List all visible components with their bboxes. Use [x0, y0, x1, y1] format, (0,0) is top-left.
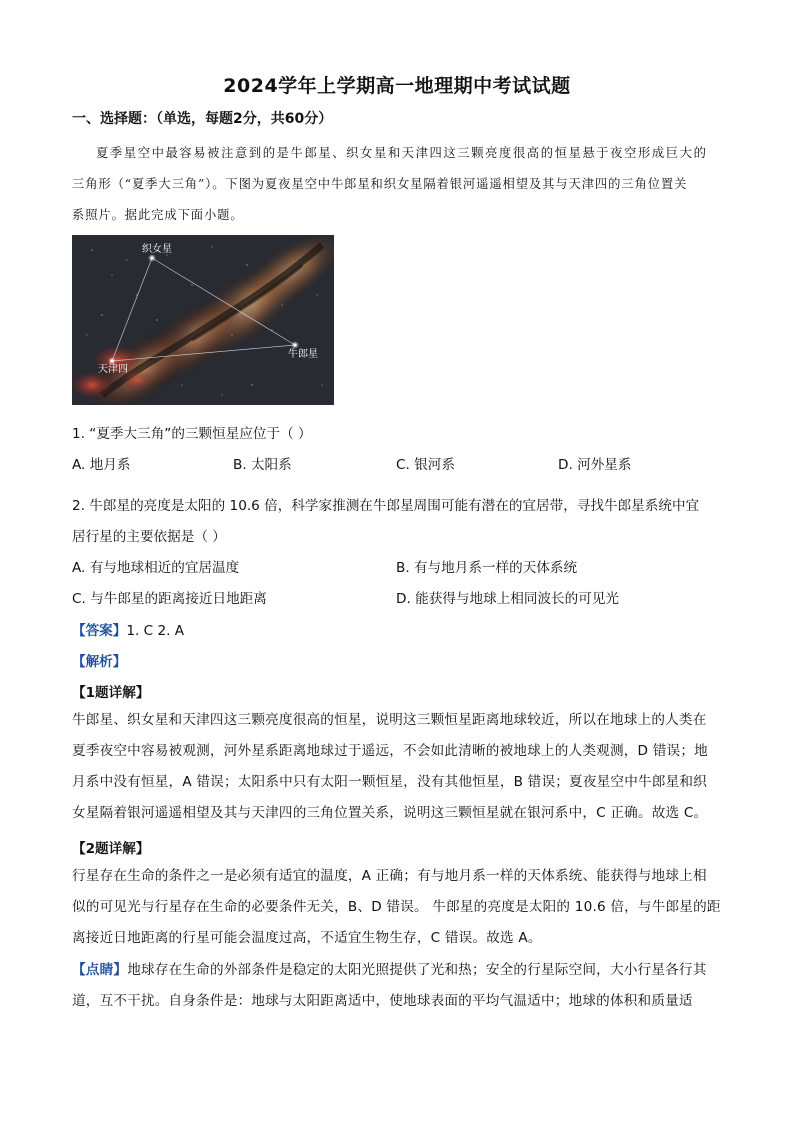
point-line: 道，互不干扰。自身条件是：地球与太阳距离适中，使地球表面的平均气温适中；地球的体积和质量适: [72, 993, 693, 1009]
q2-option-b: B. 有与地月系一样的天体系统: [396, 560, 578, 576]
detail-1-heading: 【1题详解】: [72, 685, 150, 701]
answer-tag: 【答案】: [72, 623, 127, 639]
point-tag: 【点睛】: [72, 962, 128, 978]
detail-1-line: 牛郎星、织女星和天津四这三颗亮度很高的恒星，说明这三颗恒星距离地球较近，所以在地球上的人类在: [72, 712, 707, 728]
detail-1-line: 月系中没有恒星，A 错误；太阳系中只有太阳一颗恒星，没有其他恒星，B 错误；夏夜星空中牛郎星和织: [72, 774, 707, 790]
detail-1-line: 女星隔着银河遥遥相望及其与天津四的三角位置关系，说明这三颗恒星就在银河系中，C 正确。故选 C。: [72, 805, 708, 821]
intro-line: 三角形（“夏季大三角”）。下图为夏夜星空中牛郎星和织女星隔着银河遥遥相望及其与天津四的三角位置关: [72, 177, 688, 191]
detail-2-line: 似的可见光与行星存在生命的必要条件无关，B、D 错误。 牛郎星的亮度是太阳的 10.6 倍，与牛郎星的距: [72, 899, 721, 915]
question-1-stem: 1. “夏季大三角”的三颗恒星应位于（ ）: [72, 426, 312, 442]
question-2-stem-line: 2. 牛郎星的亮度是太阳的 10.6 倍，科学家推测在牛郎星周围可能有潜在的宜居带，寻找牛郎星系统中宜: [72, 498, 700, 514]
detail-2-line: 行星存在生命的条件之一是必须有适宜的温度，A 正确；有与地月系一样的天体系统、能获得与地球上相: [72, 868, 707, 884]
page-title: 2024学年上学期高一地理期中考试试题: [223, 75, 571, 97]
q2-option-c: C. 与牛郎星的距离接近日地距离: [72, 591, 267, 607]
detail-2-body: [72, 861, 722, 954]
point-line-text: 地球存在生命的外部条件是稳定的太阳光照提供了光和热；安全的行星际空间，大小行星各行其: [127, 962, 707, 978]
point-body: [72, 955, 722, 1017]
q1-option-c: C. 银河系: [396, 457, 455, 473]
section-heading: 一、选择题：（单选，每题2分，共60分）: [72, 111, 333, 127]
milky-way-photo: [72, 235, 334, 405]
answer-text: 1. C 2. A: [126, 623, 185, 639]
altair-label: 牛郎星: [288, 349, 318, 360]
detail-1-body: [72, 705, 722, 829]
intro-line: 系照片。据此完成下面小题。: [72, 208, 244, 222]
analysis-tag: 【解析】: [72, 654, 127, 670]
q1-option-a: A. 地月系: [72, 457, 131, 473]
answer-line: [72, 619, 184, 639]
q1-option-b: B. 太阳系: [233, 457, 292, 473]
q2-option-d: D. 能获得与地球上相同波长的可见光: [396, 591, 620, 607]
detail-2-heading: 【2题详解】: [72, 841, 150, 857]
analysis-line: [72, 650, 126, 670]
vega-label: 织女星: [142, 244, 172, 255]
detail-2-line: 离接近日地距离的行星可能会温度过高，不适宜生物生存，C 错误。故选 A。: [72, 930, 542, 946]
detail-1-line: 夏季夜空中容易被观测，河外星系距离地球过于遥远，不会如此清晰的被地球上的人类观测，D 错误；地: [72, 743, 708, 759]
q2-option-a: A. 有与地球相近的宜居温度: [72, 560, 240, 576]
point-line: [72, 955, 722, 986]
intro-paragraph: [72, 138, 722, 231]
deneb-label: 天津四: [98, 364, 128, 375]
question-2-stem-line: 居行星的主要依据是（ ）: [72, 529, 226, 545]
q1-option-d: D. 河外星系: [558, 457, 632, 473]
intro-line: 夏季星空中最容易被注意到的是牛郎星、织女星和天津四这三颗亮度很高的恒星悬于夜空形成巨大的: [96, 146, 708, 160]
